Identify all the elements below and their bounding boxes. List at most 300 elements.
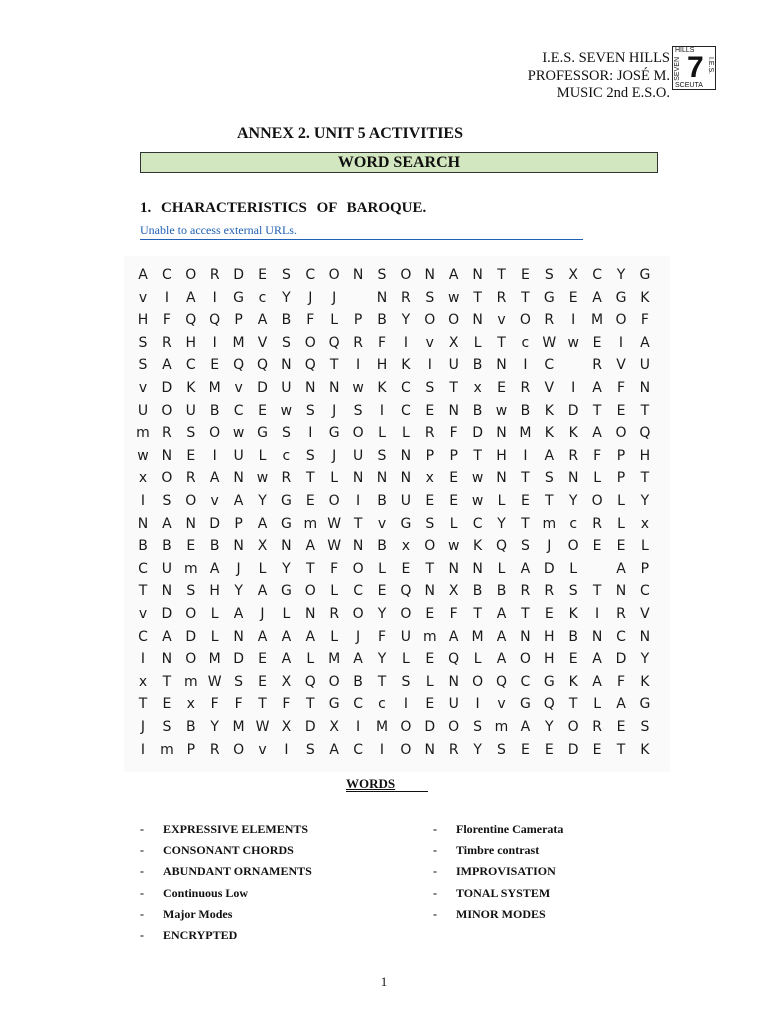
grid-letter: D	[161, 380, 173, 396]
grid-letter: N	[352, 538, 364, 555]
bullet-dash: -	[433, 906, 437, 921]
grid-letter: L	[378, 560, 386, 577]
bullet-dash: -	[140, 843, 144, 858]
grid-letter: H	[137, 312, 149, 329]
grid-letter: R	[592, 719, 602, 735]
grid-letter: D	[567, 402, 579, 419]
grid-letter: O	[328, 673, 340, 690]
grid-letter: S	[473, 719, 483, 735]
grid-letter: R	[568, 447, 579, 464]
grid-letter: O	[352, 425, 364, 442]
grid-letter: N	[496, 357, 507, 374]
grid-letter: S	[568, 583, 578, 600]
grid-letter: I	[356, 493, 361, 509]
grid-letter: L	[258, 560, 267, 577]
grid-letter: O	[185, 493, 197, 509]
grid-letter: A	[520, 719, 531, 735]
grid-letter: O	[400, 267, 412, 283]
word-list-item	[140, 928, 400, 949]
grid-letter: U	[352, 447, 364, 464]
grid-letter: w	[280, 402, 293, 419]
grid-letter: E	[186, 538, 196, 555]
grid-letter: K	[473, 538, 483, 555]
grid-letter: B	[377, 312, 387, 329]
grid-letter: M	[208, 380, 221, 396]
grid-letter: L	[640, 538, 649, 555]
grid-letter: G	[280, 493, 292, 509]
grid-letter: v	[138, 289, 148, 306]
grid-letter: A	[496, 628, 507, 645]
grid-letter: w	[471, 470, 484, 487]
grid-letter: L	[330, 470, 339, 487]
grid-letter: U	[185, 402, 196, 419]
grid-letter: c	[521, 334, 530, 351]
grid-letter: c	[378, 696, 386, 713]
grid-letter: H	[544, 651, 555, 668]
grid-letter: E	[520, 741, 530, 758]
grid-letter: S	[186, 425, 196, 442]
grid-letter: T	[640, 470, 650, 487]
grid-letter: D	[543, 560, 555, 577]
grid-letter: L	[258, 447, 267, 464]
words-title: WORDS	[346, 776, 396, 791]
grid-letter: F	[162, 312, 171, 329]
grid-letter: E	[520, 493, 530, 509]
grid-letter: S	[138, 334, 148, 351]
grid-letter: A	[616, 696, 626, 713]
grid-letter: K	[640, 673, 650, 690]
grid-letter: O	[185, 606, 197, 622]
grid-letter: Y	[401, 312, 411, 329]
grid-letter: m	[542, 515, 557, 532]
school-name: I.E.S. SEVEN HILLS	[542, 50, 670, 66]
grid-letter: O	[161, 402, 173, 419]
grid-letter: T	[473, 289, 482, 306]
grid-letter: V	[640, 606, 650, 622]
grid-letter: R	[520, 380, 531, 396]
grid-letter: w	[567, 334, 579, 351]
bullet-dash: -	[140, 885, 144, 900]
grid-letter: A	[496, 606, 507, 622]
grid-letter: E	[305, 493, 315, 509]
grid-letter: G	[519, 696, 531, 713]
grid-letter: N	[281, 538, 292, 555]
grid-letter: I	[618, 334, 624, 351]
grid-letter: T	[497, 267, 506, 283]
grid-letter: L	[473, 651, 482, 668]
word-list-item	[433, 864, 693, 885]
grid-letter: R	[592, 515, 602, 532]
grid-letter: A	[257, 628, 268, 645]
grid-letter: N	[137, 515, 149, 532]
grid-letter: E	[258, 673, 267, 690]
grid-letter: S	[544, 470, 554, 487]
grid-letter: O	[400, 741, 412, 758]
grid-letter: I	[284, 741, 289, 758]
grid-letter: T	[592, 402, 602, 419]
grid-letter: G	[328, 696, 340, 713]
grid-letter: B	[472, 583, 483, 600]
grid-letter: Y	[377, 651, 387, 668]
annex-title: ANNEX 2. UNIT 5 ACTIVITIES	[237, 125, 463, 142]
grid-letter: S	[281, 334, 291, 351]
grid-letter: N	[305, 380, 316, 396]
grid-letter: O	[233, 741, 245, 758]
grid-letter: N	[352, 267, 364, 283]
grid-letter: T	[473, 447, 482, 464]
grid-letter: M	[232, 334, 245, 351]
grid-letter: N	[448, 673, 459, 690]
grid-letter: H	[209, 583, 220, 600]
grid-letter: E	[616, 402, 626, 419]
grid-letter: Q	[639, 425, 651, 442]
grid-letter: m	[136, 425, 150, 442]
grid-letter: R	[353, 334, 363, 351]
grid-letter: L	[330, 628, 339, 645]
grid-letter: A	[186, 289, 196, 306]
grid-letter: B	[496, 583, 507, 600]
grid-letter: S	[281, 425, 291, 442]
grid-letter: T	[568, 696, 578, 713]
grid-letter: N	[233, 628, 244, 645]
grid-letter: F	[616, 673, 626, 690]
grid-letter: v	[497, 696, 506, 713]
grid-letter: A	[162, 515, 172, 532]
grid-letter: T	[521, 470, 530, 487]
grid-letter: E	[592, 334, 602, 351]
grid-letter: O	[615, 425, 627, 442]
grid-letter: K	[401, 357, 411, 374]
grid-letter: E	[449, 470, 459, 487]
grid-letter: Q	[233, 357, 245, 374]
grid-letter: L	[378, 425, 386, 442]
grid-letter: K	[568, 673, 578, 690]
grid-letter: B	[520, 402, 531, 419]
grid-letter: R	[401, 289, 411, 306]
grid-letter: S	[305, 402, 315, 419]
grid-letter: N	[161, 651, 173, 668]
course-line: MUSIC 2nd E.S.O.	[556, 85, 670, 101]
grid-letter: C	[472, 515, 483, 532]
grid-letter: Y	[616, 267, 626, 283]
grid-letter: X	[568, 267, 578, 283]
grid-letter: L	[210, 606, 219, 622]
grid-letter: L	[401, 425, 410, 442]
grid-letter: I	[403, 334, 408, 351]
grid-letter: C	[640, 583, 650, 600]
grid-letter: N	[400, 447, 412, 464]
grid-letter: w	[256, 470, 269, 487]
grid-letter: E	[425, 493, 435, 509]
grid-letter: S	[186, 583, 196, 600]
section-title: 1. CHARACTERISTICS OF BAROQUE.	[140, 200, 427, 216]
bullet-dash: -	[433, 885, 437, 900]
grid-letter: c	[282, 447, 291, 464]
grid-letter: O	[591, 493, 603, 509]
grid-letter: U	[639, 357, 651, 374]
grid-letter: Y	[210, 719, 219, 735]
grid-letter: C	[185, 357, 196, 374]
logo-right-text: I.E.S.	[707, 57, 714, 75]
grid-letter: N	[472, 312, 483, 329]
grid-letter: E	[616, 719, 626, 735]
grid-letter: E	[425, 402, 435, 419]
grid-letter: m	[422, 628, 437, 645]
grid-letter: R	[544, 583, 555, 600]
grid-letter: A	[305, 538, 316, 555]
grid-letter: C	[162, 267, 172, 283]
grid-letter: R	[424, 425, 435, 442]
bullet-dash: -	[140, 822, 144, 836]
grid-letter: D	[615, 651, 627, 668]
words-list-left	[140, 822, 400, 949]
grid-letter: I	[523, 447, 528, 464]
grid-letter: w	[232, 425, 245, 442]
grid-letter: P	[353, 312, 363, 329]
word-label: CONSONANT CHORDS	[163, 843, 294, 858]
grid-letter: Y	[640, 651, 650, 668]
grid-letter: B	[281, 312, 292, 329]
grid-letter: T	[306, 470, 315, 487]
bullet-dash: -	[140, 864, 144, 879]
grid-letter: K	[544, 425, 554, 442]
grid-letter: A	[305, 628, 316, 645]
grid-letter: B	[185, 719, 196, 735]
grid-letter: O	[161, 470, 173, 487]
grid-letter: A	[496, 651, 507, 668]
grid-letter: F	[616, 380, 626, 396]
grid-letter: D	[161, 606, 173, 622]
grid-letter: O	[448, 312, 460, 329]
grid-letter: S	[425, 380, 435, 396]
grid-letter: T	[138, 696, 148, 713]
grid-letter: G	[639, 267, 651, 283]
grid-letter: G	[400, 515, 412, 532]
grid-letter: O	[424, 538, 436, 555]
grid-letter: N	[233, 538, 244, 555]
grid-letter: C	[616, 628, 626, 645]
grid-letter: w	[137, 447, 149, 464]
grid-letter: K	[544, 402, 554, 419]
grid-letter: O	[519, 312, 531, 329]
grid-letter: E	[425, 651, 435, 668]
grid-letter: W	[327, 515, 342, 532]
professor-line: PROFESSOR: JOSÉ M.	[527, 67, 670, 84]
grid-letter: D	[209, 515, 221, 532]
word-list-item	[433, 822, 693, 843]
grid-letter: S	[377, 267, 387, 283]
grid-letter: S	[640, 719, 650, 735]
grid-letter: Q	[495, 538, 508, 555]
grid-letter: O	[304, 583, 316, 600]
grid-letter: D	[567, 741, 579, 758]
grid-letter: C	[353, 696, 363, 713]
grid-letter: I	[140, 741, 146, 758]
grid-letter: B	[472, 402, 483, 419]
grid-letter: Q	[304, 357, 316, 374]
grid-letter: C	[544, 357, 555, 374]
grid-letter: m	[160, 741, 174, 758]
grid-letter: O	[209, 425, 221, 442]
grid-letter: N	[567, 470, 579, 487]
grid-letter: D	[304, 719, 316, 735]
grid-letter: F	[449, 425, 458, 442]
grid-letter: P	[234, 312, 243, 329]
grid-letter: P	[616, 447, 626, 464]
grid-letter: N	[520, 628, 531, 645]
grid-letter: F	[640, 312, 649, 329]
grid-letter: A	[138, 267, 148, 283]
grid-letter: D	[472, 425, 483, 442]
grid-letter: R	[162, 425, 172, 442]
grid-letter: U	[448, 696, 459, 713]
grid-letter: I	[140, 651, 146, 668]
grid-letter: L	[617, 493, 625, 509]
grid-letter: G	[543, 673, 555, 690]
grid-letter: Y	[282, 560, 291, 577]
grid-letter: M	[328, 651, 341, 668]
bullet-dash: -	[433, 843, 437, 858]
grid-letter: R	[592, 357, 602, 374]
grid-letter: T	[521, 606, 530, 622]
grid-letter: G	[257, 425, 268, 442]
grid-letter: O	[185, 267, 197, 283]
grid-letter: F	[210, 696, 219, 713]
grid-letter: B	[138, 538, 148, 555]
grid-letter: S	[234, 673, 244, 690]
grid-letter: R	[520, 583, 531, 600]
grid-letter: O	[400, 719, 412, 735]
bullet-dash: -	[433, 822, 437, 836]
grid-letter: O	[328, 493, 340, 509]
grid-letter: W	[327, 538, 342, 555]
grid-letter: A	[209, 470, 220, 487]
grid-letter: K	[377, 380, 387, 396]
grid-letter: x	[186, 696, 195, 713]
grid-letter: I	[212, 447, 217, 464]
grid-letter: E	[377, 583, 387, 600]
grid-letter: L	[330, 312, 339, 329]
grid-letter: R	[162, 334, 172, 351]
grid-letter: S	[377, 447, 387, 464]
grid-letter: O	[519, 651, 531, 668]
grid-letter: B	[568, 628, 578, 645]
grid-letter: L	[330, 583, 339, 600]
word-list-item	[433, 886, 693, 907]
grid-letter: E	[616, 538, 626, 555]
grid-letter: N	[281, 357, 292, 374]
grid-letter: Q	[328, 334, 340, 351]
word-label: TONAL SYSTEM	[456, 885, 551, 900]
grid-letter: C	[592, 267, 602, 283]
grid-letter: G	[328, 425, 340, 442]
bullet-dash: -	[433, 864, 437, 879]
grid-letter: N	[161, 447, 173, 464]
grid-letter: S	[353, 402, 363, 419]
grid-letter: Q	[185, 312, 197, 329]
grid-letter: T	[473, 606, 482, 622]
grid-letter: A	[162, 357, 172, 374]
grid-letter: R	[281, 470, 292, 487]
grid-letter: N	[233, 470, 244, 487]
grid-letter: A	[592, 651, 602, 668]
grid-letter: A	[616, 560, 626, 577]
grid-letter: x	[401, 538, 411, 555]
grid-letter: M	[375, 719, 389, 735]
grid-letter: X	[257, 538, 268, 555]
grid-letter: I	[356, 357, 361, 374]
grid-letter: v	[258, 741, 267, 758]
grid-letter: v	[497, 312, 506, 329]
grid-letter: X	[281, 719, 292, 735]
grid-letter: w	[447, 289, 460, 306]
grid-letter: I	[403, 696, 408, 713]
grid-letter: A	[592, 673, 602, 690]
grid-letter: A	[640, 334, 650, 351]
grid-letter: S	[520, 538, 530, 555]
word-label: Florentine Camerata	[456, 822, 564, 836]
grid-letter: E	[425, 606, 435, 622]
grid-letter: O	[448, 719, 460, 735]
grid-letter: X	[448, 583, 459, 600]
grid-letter: X	[329, 719, 339, 735]
grid-letter: S	[425, 515, 435, 532]
grid-letter: L	[473, 334, 482, 351]
grid-letter: O	[472, 673, 484, 690]
grid-letter: N	[448, 560, 459, 577]
grid-letter: G	[639, 696, 651, 713]
grid-letter: L	[282, 606, 291, 622]
grid-letter: I	[308, 425, 313, 442]
grid-letter: T	[640, 402, 650, 419]
page-number: 1	[380, 974, 388, 989]
bullet-dash: -	[140, 906, 144, 921]
grid-letter: w	[495, 402, 508, 419]
grid-letter: N	[615, 583, 627, 600]
word-label: IMPROVISATION	[456, 864, 556, 879]
grid-letter: v	[377, 515, 387, 532]
grid-letter: R	[209, 741, 220, 758]
grid-letter: E	[568, 651, 578, 668]
grid-letter: A	[448, 628, 459, 645]
grid-letter: x	[138, 673, 148, 690]
grid-letter: m	[183, 673, 198, 690]
grid-letter: N	[424, 583, 436, 600]
grid-letter: A	[592, 425, 602, 442]
grid-letter: I	[356, 719, 361, 735]
grid-letter: T	[449, 380, 458, 396]
grid-letter: U	[400, 493, 412, 509]
grid-letter: I	[475, 696, 480, 713]
grid-letter: A	[233, 493, 244, 509]
grid-letter: L	[497, 560, 506, 577]
grid-letter: O	[328, 267, 340, 283]
grid-letter: N	[161, 583, 173, 600]
grid-letter: A	[209, 560, 220, 577]
grid-letter: O	[567, 719, 579, 735]
logo-bottom-text: SCEUTA	[675, 82, 703, 89]
grid-letter: N	[424, 741, 436, 758]
grid-letter: M	[591, 312, 604, 329]
grid-letter: H	[376, 357, 388, 374]
grid-letter: U	[281, 380, 292, 396]
grid-letter: T	[329, 357, 339, 374]
grid-letter: x	[473, 380, 482, 396]
grid-letter: L	[425, 673, 434, 690]
grid-letter: D	[233, 651, 244, 668]
grid-letter: A	[520, 560, 531, 577]
grid-letter: E	[186, 447, 196, 464]
